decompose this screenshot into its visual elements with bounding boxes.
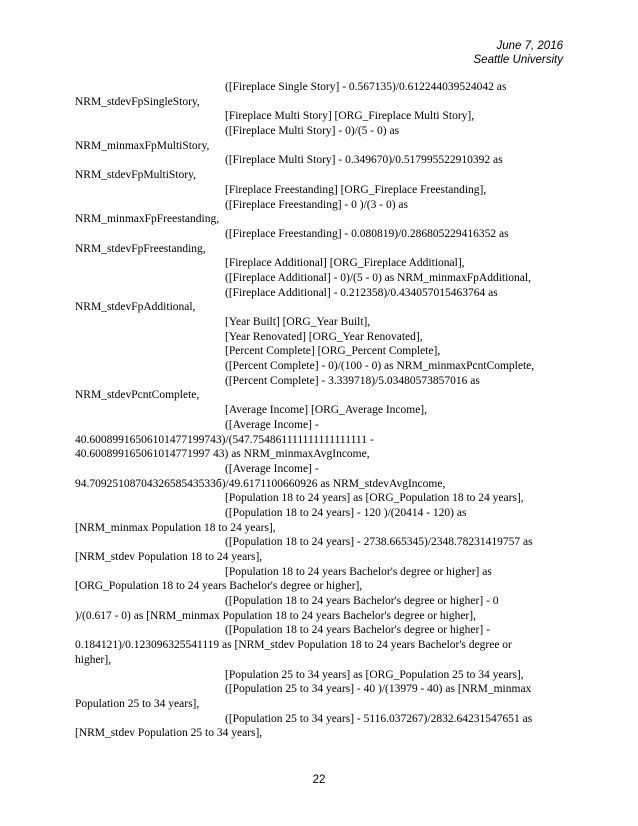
code-line: [NRM_stdev Population 25 to 34 years], <box>75 727 263 740</box>
code-line: Population 25 to 34 years], <box>75 697 200 710</box>
code-line: ([Fireplace Additional] - 0.212358)/0.434057015463764 as <box>225 286 498 299</box>
code-listing <box>75 80 575 741</box>
code-line: [Population 25 to 34 years] as [ORG_Population 25 to 34 years], <box>225 668 524 681</box>
code-line: 0.184121)/0.123096325541119 as [NRM_stdev Population 18 to 24 years Bachelor's degree or <box>75 639 512 652</box>
code-line: ([Fireplace Additional] - 0)/(5 - 0) as NRM_minmaxFpAdditional, <box>225 271 531 284</box>
code-line: [Percent Complete] [ORG_Percent Complete], <box>225 345 441 358</box>
code-line: [NRM_minmax Population 18 to 24 years], <box>75 521 276 534</box>
code-line: )/(0.617 - 0) as [NRM_minmax Population 18 to 24 years Bachelor's degree or higher], <box>75 609 476 622</box>
code-line: NRM_stdevFpSingleStory, <box>75 95 200 108</box>
code-line: ([Population 18 to 24 years] - 2738.665345)/2348.78231419757 as <box>225 536 533 549</box>
code-line: NRM_stdevFpMultiStory, <box>75 169 196 182</box>
code-line: NRM_stdevFpAdditional, <box>75 301 196 314</box>
code-line: [Fireplace Multi Story] [ORG_Fireplace Multi Story], <box>225 110 475 123</box>
code-line: [Population 18 to 24 years Bachelor's degree or higher] as <box>225 565 492 578</box>
code-line: NRM_stdevPcntComplete, <box>75 389 200 402</box>
code-line: 40.600899165061014771997 43) as NRM_minmaxAvgIncome, <box>75 448 370 461</box>
code-line: ([Population 18 to 24 years] - 120 )/(20414 - 120) as <box>225 506 467 519</box>
page-number: 22 <box>312 774 326 786</box>
code-line: ([Population 25 to 34 years] - 40 )/(13979 - 40) as [NRM_minmax <box>225 683 532 696</box>
code-line: NRM_minmaxFpFreestanding, <box>75 213 220 226</box>
code-line: ([Fireplace Single Story] - 0.567135)/0.612244039524042 as <box>225 81 507 93</box>
code-line: [Population 18 to 24 years] as [ORG_Population 18 to 24 years], <box>225 492 524 505</box>
code-line: ([Population 25 to 34 years] - 5116.037267)/2832.64231547651 as <box>225 712 533 725</box>
code-line: NRM_stdevFpFreestanding, <box>75 242 206 255</box>
code-line: ([Population 18 to 24 years Bachelor's degree or higher] - <box>225 624 490 637</box>
code-line: ([Average Income] - <box>225 462 319 475</box>
code-line: ([Fireplace Freestanding] - 0 )/(3 - 0) as <box>225 198 408 211</box>
code-line: ([Average Income] - <box>225 418 319 431</box>
code-line: ([Percent Complete] - 0)/(100 - 0) as NRM_minmaxPcntComplete, <box>225 360 535 373</box>
code-line: [ORG_Population 18 to 24 years Bachelor's degree or higher], <box>75 580 363 593</box>
code-line: [Year Renovated] [ORG_Year Renovated], <box>225 330 423 343</box>
header-institution: Seattle University <box>473 54 563 66</box>
header-date: June 7, 2016 <box>496 40 563 52</box>
code-line: 94.7092510870432658543533б)/49.6171100660926 as NRM_stdevAvgIncome, <box>75 477 446 490</box>
page-header <box>474 39 563 67</box>
code-line: [Fireplace Additional] [ORG_Fireplace Additional], <box>225 257 465 270</box>
code-line: ([Fireplace Multi Story] - 0.349670)/0.517995522910392 as <box>225 154 503 167</box>
code-line: ([Fireplace Freestanding] - 0.080819)/0.286805229416352 as <box>225 227 509 240</box>
code-line: [Fireplace Freestanding] [ORG_Fireplace Freestanding], <box>225 183 487 196</box>
code-line: [Average Income] [ORG_Average Income], <box>225 404 428 417</box>
code-line: ([Fireplace Multi Story] - 0)/(5 - 0) as <box>225 125 400 138</box>
code-line: NRM_minmaxFpMultiStory, <box>75 139 210 152</box>
code-line: [NRM_stdev Population 18 to 24 years], <box>75 551 263 563</box>
code-line: [Year Built] [ORG_Year Built], <box>225 316 371 328</box>
code-line: ([Population 18 to 24 years Bachelor's degree or higher] - 0 <box>225 595 499 608</box>
code-line: ([Percent Complete] - 3.339718)/5.03480573857016 as <box>225 374 480 387</box>
code-line: 40.6008991650610147719974З)/(547.754861111111111111111 - <box>75 433 374 446</box>
code-line: higher], <box>75 653 112 666</box>
